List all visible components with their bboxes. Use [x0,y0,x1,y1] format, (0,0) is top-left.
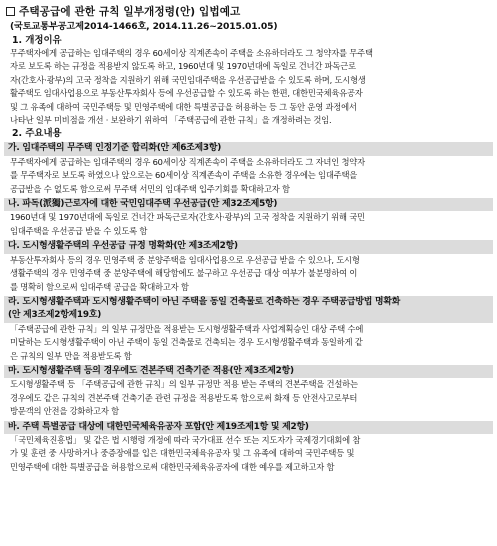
item-heading-line: 바. 주택 특별공급 대상에 대한민국체육유공자 포함(안 제19조제1항 및 제2항) [8,421,309,432]
item-heading [4,142,493,155]
section-heading-main: 2. 주요내용 [12,128,62,140]
item-body-line: 공급받을 수 없도록 함으로써 무주택 서민의 임대주택 입주기회를 확대하고자 함 [10,183,290,194]
item-body-line: 도시형생활주택 등 「주택공급에 관한 규칙」의 일부 규정만 적용 받는 주택의 견본주택을 건설하는 [10,379,358,390]
item-ra [4,296,493,363]
checkbox-square-icon [6,7,15,16]
item-body-line: 생활주택의 경우 민영주택 중 분양주택에 해당함에도 불구하고 우선공급 대상 여부가 불분명하여 이 [10,268,358,279]
item-body-line: 무주택자에게 공급하는 임대주택의 경우 60세이상 직계존속이 주택을 소유하더라도 그 자녀인 청약자 [10,156,365,167]
item-heading [4,365,493,378]
item-ga [4,142,493,196]
item-na [4,198,493,238]
item-body-line: 미달하는 도시형생활주택이 아닌 주택이 동일 건축물로 건축되는 경우 도시형생활주택과 동일하게 같 [10,337,363,348]
item-heading [4,296,493,323]
item-ba [4,421,493,475]
item-ma [4,365,493,419]
item-body-line: 를 명확히 함으로써 임대주택 공급을 확대하고자 함 [10,281,189,292]
item-body-line: 1960년대 및 1970년대에 독일로 건너간 파독근로자(간호사·광부)의 고국 정착을 지원하기 위해 국민 [10,212,365,223]
item-heading [4,240,493,253]
item-body [4,156,493,196]
item-heading-line: 마. 도시형생활주택 등의 경우에도 견본주택 건축기준 적용(안 제3조제2항) [8,365,294,376]
document-title: 주택공급에 관한 규칙 일부개정령(안) 입법예고 [19,5,241,18]
item-body-line: 를 무주택자로 보도록 하였으나 앞으로는 60세이상 직계존속이 주택을 소유한 경우에는 임대주택을 [10,170,358,181]
reason-line: 자로 보도록 하는 규정을 적용받지 않도록 하고, 1960년대 및 1970년대에 독일로 건너간 파독근로 [10,61,356,72]
reason-line: 및 그 유족에 대하여 국민주택등 및 민영주택에 대한 특별공급을 허용하는 등 그 동안 운영 과정에서 [10,101,357,112]
item-body-line: 가 및 훈련 중 사망하거나 중증장애를 입은 대한민국체육유공자 및 그 유족에 대하여 국민주택등 및 [10,448,355,459]
item-heading-line: (안 제3조제2항제19호) [8,310,102,321]
item-body [4,434,493,474]
item-heading [4,198,493,211]
item-body [4,211,493,238]
reason-line: 무주택자에게 공급하는 임대주택의 경우 60세이상 직계존속이 주택을 소유하더라도 그 청약자를 무주택 [10,48,373,58]
item-body-line: 「국민체육진흥법」 및 같은 법 시행령 개정에 따라 국가대표 선수 또는 지도자가 국제경기대회에 참 [10,434,361,445]
reason-paragraph [4,47,493,127]
reason-line: 나타난 일부 미비점을 개선 · 보완하기 위하여 「주택공급에 관한 규칙」을 개정하려는 것임. [10,115,332,126]
item-da [4,240,493,294]
item-body [4,254,493,294]
item-heading [4,421,493,434]
reason-line: 자(간호사·광부)의 고국 정착을 지원하기 위해 국민임대주택을 우선공급받을 수 있도록 하며, 도시형생 [10,74,366,85]
item-heading-line: 라. 도시형생활주택과 도시형생활주택이 아닌 주택을 동일 건축물로 건축하는 경우 주택공급방법 명확화 [8,296,401,307]
item-body [4,323,493,363]
item-body-line: 경우에도 같은 규칙의 견본주택 건축기준 관련 규정을 적용받도록 함으로써 화재 등 안전사고로부터 [10,392,358,403]
item-body [4,378,493,418]
item-body-line: 「주택공급에 관한 규칙」의 일부 규정만을 적용받는 도시형생활주택과 사업계획승인 대상 주택 수에 [10,323,364,334]
item-body-line: 방문객의 안전을 강화하고자 함 [10,406,119,417]
item-heading-line: 나. 파독(派獨)근로자에 대한 국민임대주택 우선공급(안 제32조제5항) [8,199,278,210]
reason-line: 활주택도 임대사업용으로 부동산투자회사 등에 우선공급할 수 있도록 하는 한편, 대한민국체육유공자 [10,88,363,99]
item-body-line: 은 규칙의 일부 만을 적용받도록 함 [10,350,132,361]
item-body-line: 민영주택에 대한 특별공급을 허용함으로써 대한민국체육유공자에 대한 예우를 제고하고자 함 [10,461,335,472]
title-row [4,0,493,20]
item-heading-line: 가. 임대주택의 무주택 인정기준 합리화(안 제6조제3항) [8,143,222,154]
item-heading-line: 다. 도시형생활주택의 우선공급 규정 명확화(안 제3조제2항) [8,241,238,252]
item-body-line: 임대주택을 우선공급 받을 수 있도록 함 [10,225,148,236]
section-heading-reason: 1. 개정이유 [12,35,62,46]
notice-reference: (국토교통부공고제2014-1466호, 2014.11.26~2015.01.05) [10,21,278,32]
item-body-line: 부동산투자회사 등의 경우 민영주택 중 분양주택을 임대사업용으로 우선공급 받을 수 있으나, 도시형 [10,254,360,265]
